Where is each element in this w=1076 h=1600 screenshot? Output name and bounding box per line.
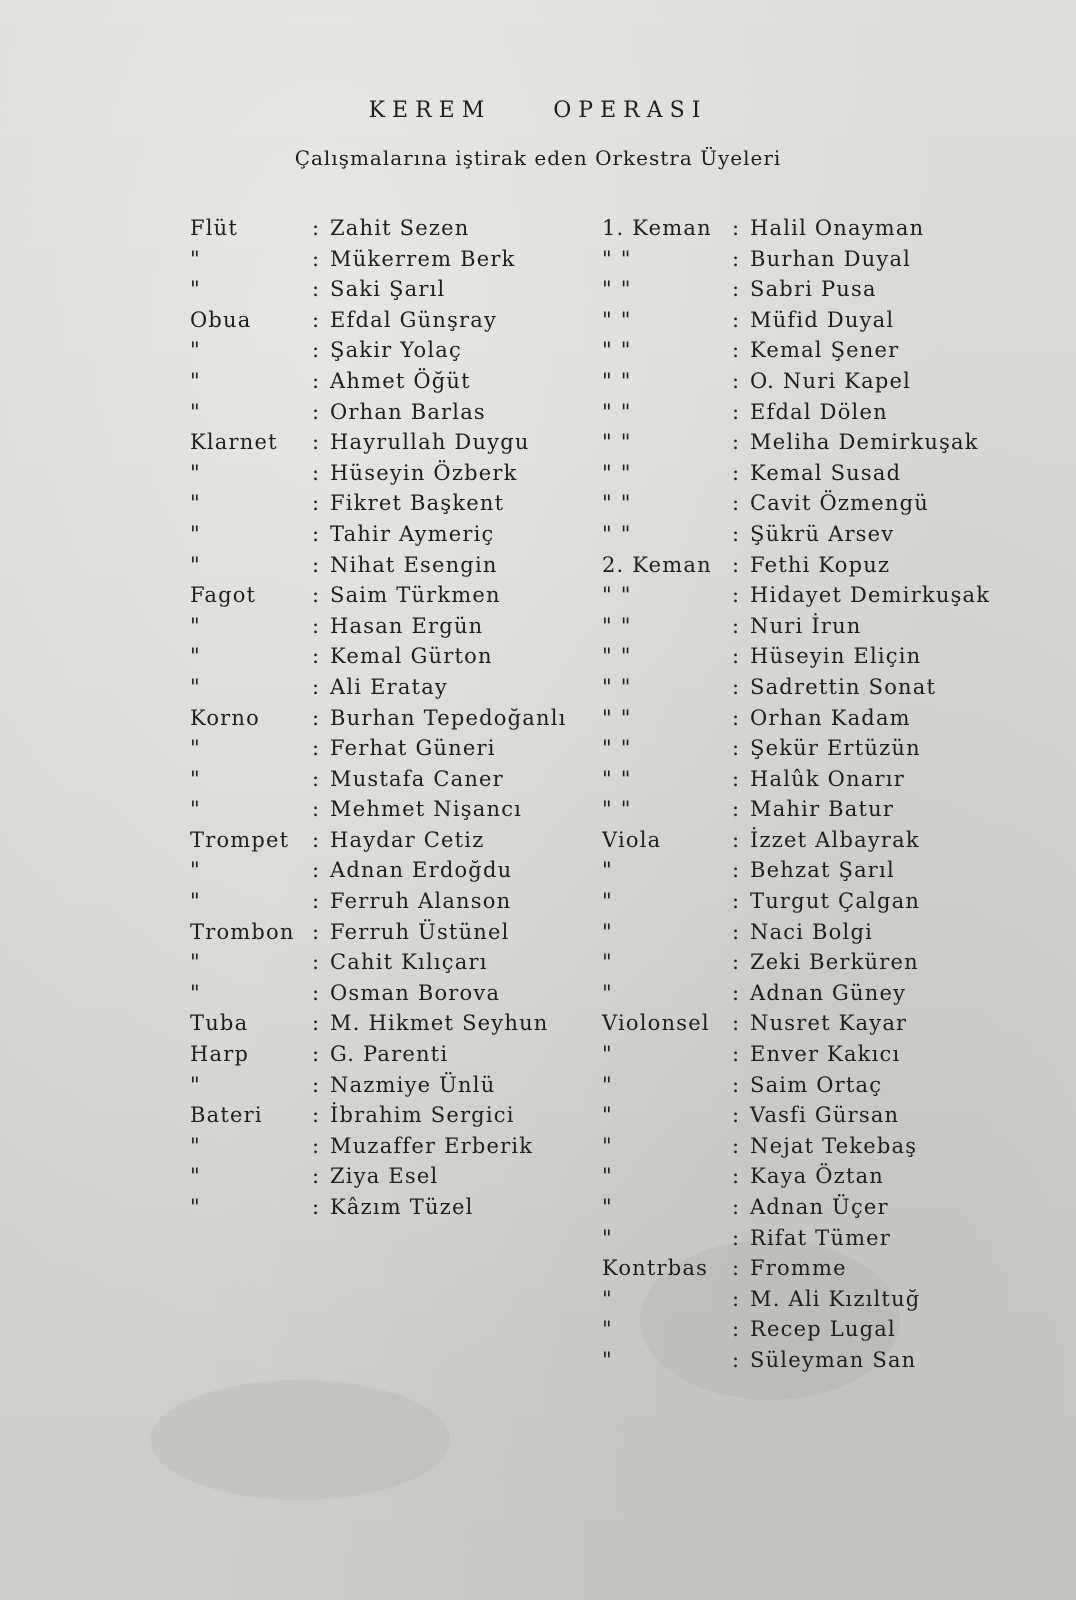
colon-separator: : [312,1011,321,1036]
paper-stain [150,1380,450,1500]
instrument-label: Fagot [190,583,257,608]
member-name: Ali Eratay [330,674,448,699]
member-name: Zahit Sezen [330,216,470,240]
colon-separator: : [312,277,321,302]
instrument-label: " [190,797,201,822]
member-name: Ferhat Güneri [330,736,496,761]
roster-row [602,917,1022,948]
title-part-operasi: OPERASI [553,98,708,123]
instrument-label: " [190,889,201,914]
roster-row [190,641,570,672]
roster-row [190,458,570,489]
instrument-label: " [190,368,201,393]
roster-row [602,733,1022,764]
roster-row [190,1039,570,1070]
colon-separator: : [732,613,741,638]
colon-separator: : [312,644,321,669]
instrument-label: Trompet [190,827,290,852]
roster-row [602,580,1022,611]
colon-separator: : [732,950,741,975]
instrument-label: " " [602,307,632,332]
member-name: Şakir Yolaç [330,338,462,363]
instrument-label: Viola [602,827,662,852]
colon-separator: : [732,338,741,363]
instrument-label: " [190,1072,201,1097]
roster-row [602,550,1022,581]
member-name: Naci Bolgi [750,919,873,944]
instrument-label: " " [602,797,632,822]
colon-separator: : [312,827,321,852]
instrument-label: " [190,950,201,975]
colon-separator: : [732,644,741,669]
member-name: Efdal Dölen [750,399,888,424]
colon-separator: : [732,1103,741,1128]
member-name: Ahmet Öğüt [330,368,471,393]
roster-row [602,458,1022,489]
member-name: Muzaffer Erberik [330,1133,534,1158]
member-name: Fethi Kopuz [750,552,891,577]
instrument-label: " [190,858,201,883]
member-name: Cavit Özmengü [750,491,929,516]
member-name: Sabri Pusa [750,277,877,302]
instrument-label: " [602,980,613,1005]
colon-separator: : [312,674,321,699]
instrument-label: " [190,491,201,516]
member-name: O. Nuri Kapel [750,368,912,393]
page-subtitle: Çalışmalarına iştirak eden Orkestra Üyeleri [294,146,782,170]
instrument-label: " " [602,705,632,730]
member-name: Meliha Demirkuşak [750,430,979,455]
roster-row [602,1039,1022,1070]
member-name: Burhan Tepedoğanlı [330,705,567,730]
roster-row [602,947,1022,978]
instrument-label: " " [602,246,632,271]
member-name: Nihat Esengin [330,552,498,577]
member-name: Nuri İrun [750,613,862,638]
colon-separator: : [312,552,321,577]
instrument-label: " [190,521,201,546]
instrument-label: " [602,1072,613,1097]
colon-separator: : [312,1164,321,1189]
member-name: Mahir Batur [750,797,895,822]
instrument-label: " " [602,583,632,608]
member-name: Mustafa Caner [330,766,504,791]
roster-row [602,427,1022,458]
roster-row [190,427,570,458]
instrument-label: " [602,1317,613,1342]
instrument-label: " [602,1164,613,1189]
member-name: Kemal Gürton [330,644,493,669]
member-name: Kemal Susad [750,460,902,485]
member-name: Şekür Ertüzün [750,736,921,761]
roster-row [602,213,1022,244]
colon-separator: : [312,980,321,1005]
instrument-label: " [602,858,613,883]
colon-separator: : [312,338,321,363]
roster-row [190,550,570,581]
colon-separator: : [732,1256,741,1281]
member-name: Ferruh Üstünel [330,919,510,944]
member-name: Hasan Ergün [330,613,484,638]
member-name: Adnan Erdoğdu [330,858,513,883]
colon-separator: : [732,1225,741,1250]
instrument-label: " [190,674,201,699]
member-name: Cahit Kılıçarı [330,950,488,975]
instrument-label: " [190,338,201,363]
member-name: Osman Borova [330,980,501,1005]
roster-row [602,1008,1022,1039]
member-name: Recep Lugal [750,1317,896,1342]
colon-separator: : [312,1195,321,1219]
colon-separator: : [312,583,321,608]
colon-separator: : [732,460,741,485]
roster-row [602,794,1022,825]
roster-row [602,366,1022,397]
colon-separator: : [312,307,321,332]
instrument-label: " " [602,674,632,699]
member-name: Zeki Berküren [750,950,919,975]
member-name: Nazmiye Ünlü [330,1072,496,1097]
roster-row [602,1345,1022,1376]
member-name: Efdal Günşray [330,307,498,332]
instrument-label: " " [602,521,632,546]
colon-separator: : [732,736,741,761]
roster-row [190,1131,570,1162]
member-name: Saim Türkmen [330,583,501,608]
colon-separator: : [312,399,321,424]
member-name: Hayrullah Duygu [330,430,530,455]
instrument-label: " " [602,430,632,455]
roster-row [190,1008,570,1039]
member-name: Halûk Onarır [750,766,905,791]
colon-separator: : [732,521,741,546]
member-name: Enver Kakıcı [750,1042,901,1067]
roster-row [190,1161,570,1192]
colon-separator: : [312,797,321,822]
colon-separator: : [732,797,741,822]
colon-separator: : [732,1011,741,1036]
instrument-label: " " [602,644,632,669]
member-name: Hidayet Demirkuşak [750,583,991,608]
instrument-label: " " [602,277,632,302]
colon-separator: : [732,368,741,393]
instrument-label: " [602,889,613,914]
colon-separator: : [312,216,321,240]
instrument-label: " " [602,613,632,638]
instrument-label: " [602,950,613,975]
instrument-label: " [190,552,201,577]
colon-separator: : [732,1347,741,1372]
colon-separator: : [732,583,741,608]
member-name: Şükrü Arsev [750,521,895,546]
colon-separator: : [312,460,321,485]
member-name: Ferruh Alanson [330,889,512,914]
instrument-label: " [190,277,201,302]
roster-row [602,611,1022,642]
member-name: Orhan Kadam [750,705,911,730]
colon-separator: : [732,674,741,699]
instrument-label: " [190,613,201,638]
colon-separator: : [732,307,741,332]
member-name: Hüseyin Özberk [330,460,518,485]
roster-row [602,335,1022,366]
instrument-label: " " [602,368,632,393]
member-name: Vasfi Gürsan [750,1103,900,1128]
instrument-label: Klarnet [190,430,278,455]
instrument-label: " [602,1225,613,1250]
roster-row [190,1192,570,1223]
instrument-label: " [190,1164,201,1189]
member-name: Ziya Esel [330,1164,439,1189]
member-name: Nusret Kayar [750,1011,908,1036]
roster-row [190,1070,570,1101]
roster-row [602,1192,1022,1223]
instrument-label: " " [602,491,632,516]
roster-row [602,1284,1022,1315]
roster-row [190,764,570,795]
instrument-label: " [190,460,201,485]
colon-separator: : [732,858,741,883]
roster-row [190,213,570,244]
colon-separator: : [312,613,321,638]
instrument-label: " [602,1195,613,1219]
member-name: Rifat Tümer [750,1225,892,1250]
colon-separator: : [732,552,741,577]
colon-separator: : [312,491,321,516]
instrument-label: " [190,246,201,271]
roster-row [190,733,570,764]
roster-row [602,855,1022,886]
roster-row [602,1314,1022,1345]
instrument-label: " [602,1103,613,1128]
colon-separator: : [732,827,741,852]
roster-row [602,1253,1022,1284]
member-name: Fikret Başkent [330,491,505,516]
instrument-label: " " [602,399,632,424]
right-roster-column [602,213,1022,1376]
instrument-label: Korno [190,705,260,730]
member-name: Burhan Duyal [750,246,912,271]
instrument-label: " [190,766,201,791]
colon-separator: : [732,491,741,516]
instrument-label: " [190,399,201,424]
roster-row [602,519,1022,550]
left-roster-column [190,213,570,1223]
roster-row [602,641,1022,672]
member-name: Süleyman San [750,1347,917,1372]
roster-row [190,825,570,856]
member-name: Saim Ortaç [750,1072,883,1097]
instrument-label: " [602,1347,613,1372]
instrument-label: " " [602,338,632,363]
roster-row [602,764,1022,795]
member-name: Tahir Aymeriç [330,521,495,546]
colon-separator: : [312,736,321,761]
page-title [0,98,1076,123]
colon-separator: : [732,919,741,944]
member-name: Hüseyin Eliçin [750,644,922,669]
instrument-label: 1. Keman [602,216,712,240]
member-name: Mükerrem Berk [330,246,516,271]
instrument-label: " [602,1133,613,1158]
roster-row [190,335,570,366]
colon-separator: : [312,430,321,455]
roster-row [602,672,1022,703]
instrument-label: Violonsel [602,1011,710,1036]
roster-row [190,917,570,948]
roster-row [190,244,570,275]
colon-separator: : [312,705,321,730]
colon-separator: : [312,950,321,975]
instrument-label: " [190,736,201,761]
roster-row [602,978,1022,1009]
instrument-label: Flüt [190,216,239,240]
instrument-label: Tuba [190,1011,249,1036]
member-name: Kaya Öztan [750,1164,885,1189]
roster-row [190,794,570,825]
member-name: İzzet Albayrak [750,827,920,852]
member-name: Haydar Cetiz [330,827,485,852]
roster-row [190,978,570,1009]
member-name: Saki Şarıl [330,277,446,302]
member-name: Turgut Çalgan [750,889,921,914]
instrument-label: Harp [190,1042,250,1067]
roster-row [190,366,570,397]
colon-separator: : [732,889,741,914]
colon-separator: : [312,858,321,883]
roster-row [602,1100,1022,1131]
roster-row [190,397,570,428]
member-name: Adnan Güney [750,980,907,1005]
colon-separator: : [312,919,321,944]
roster-row [602,825,1022,856]
roster-row [190,305,570,336]
colon-separator: : [732,766,741,791]
roster-row [190,855,570,886]
instrument-label: Trombon [190,919,295,944]
member-name: Müfid Duyal [750,307,895,332]
member-name: G. Parenti [330,1042,449,1067]
member-name: Behzat Şarıl [750,858,895,883]
colon-separator: : [312,1133,321,1158]
roster-row [602,1223,1022,1254]
roster-row [602,703,1022,734]
colon-separator: : [732,1286,741,1311]
instrument-label: " [190,980,201,1005]
roster-row [602,1161,1022,1192]
instrument-label: " [190,1133,201,1158]
roster-row [190,947,570,978]
roster-row [190,703,570,734]
member-name: Nejat Tekebaş [750,1133,918,1158]
member-name: Kemal Şener [750,338,900,363]
instrument-label: Kontrbas [602,1256,709,1281]
roster-row [190,519,570,550]
member-name: Mehmet Nişancı [330,797,523,822]
colon-separator: : [312,766,321,791]
colon-separator: : [312,1103,321,1128]
colon-separator: : [732,1133,741,1158]
colon-separator: : [732,277,741,302]
instrument-label: " [602,1042,613,1067]
roster-row [190,580,570,611]
instrument-label: " " [602,460,632,485]
instrument-label: " " [602,736,632,761]
roster-row [190,488,570,519]
member-name: İbrahim Sergici [330,1103,515,1128]
colon-separator: : [732,705,741,730]
roster-row [602,488,1022,519]
member-name: M. Hikmet Seyhun [330,1011,549,1036]
roster-row [602,886,1022,917]
roster-row [602,244,1022,275]
colon-separator: : [312,368,321,393]
colon-separator: : [312,1042,321,1067]
member-name: Kâzım Tüzel [330,1195,474,1219]
member-name: Fromme [750,1256,847,1281]
colon-separator: : [732,1317,741,1342]
member-name: M. Ali Kızıltuğ [750,1286,921,1311]
colon-separator: : [312,246,321,271]
colon-separator: : [732,1164,741,1189]
colon-separator: : [732,246,741,271]
roster-row [602,1070,1022,1101]
colon-separator: : [312,1072,321,1097]
roster-row [602,305,1022,336]
instrument-label: Obua [190,307,252,332]
roster-row [190,672,570,703]
instrument-label: 2. Keman [602,552,712,577]
instrument-label: " [602,1286,613,1311]
colon-separator: : [312,521,321,546]
instrument-label: " [190,644,201,669]
member-name: Halil Onayman [750,216,925,240]
colon-separator: : [732,1195,741,1219]
instrument-label: " " [602,766,632,791]
roster-row [190,1100,570,1131]
colon-separator: : [732,216,741,240]
colon-separator: : [732,1072,741,1097]
colon-separator: : [732,430,741,455]
instrument-label: " [602,919,613,944]
roster-row [602,1131,1022,1162]
roster-row [190,886,570,917]
title-part-kerem: KEREM [368,98,492,123]
member-name: Sadrettin Sonat [750,674,937,699]
instrument-label: " [190,1195,201,1219]
member-name: Adnan Üçer [750,1195,889,1219]
member-name: Orhan Barlas [330,399,486,424]
colon-separator: : [732,399,741,424]
colon-separator: : [312,889,321,914]
colon-separator: : [732,1042,741,1067]
roster-row [190,274,570,305]
roster-row [602,397,1022,428]
roster-row [602,274,1022,305]
roster-row [190,611,570,642]
colon-separator: : [732,980,741,1005]
instrument-label: Bateri [190,1103,263,1128]
